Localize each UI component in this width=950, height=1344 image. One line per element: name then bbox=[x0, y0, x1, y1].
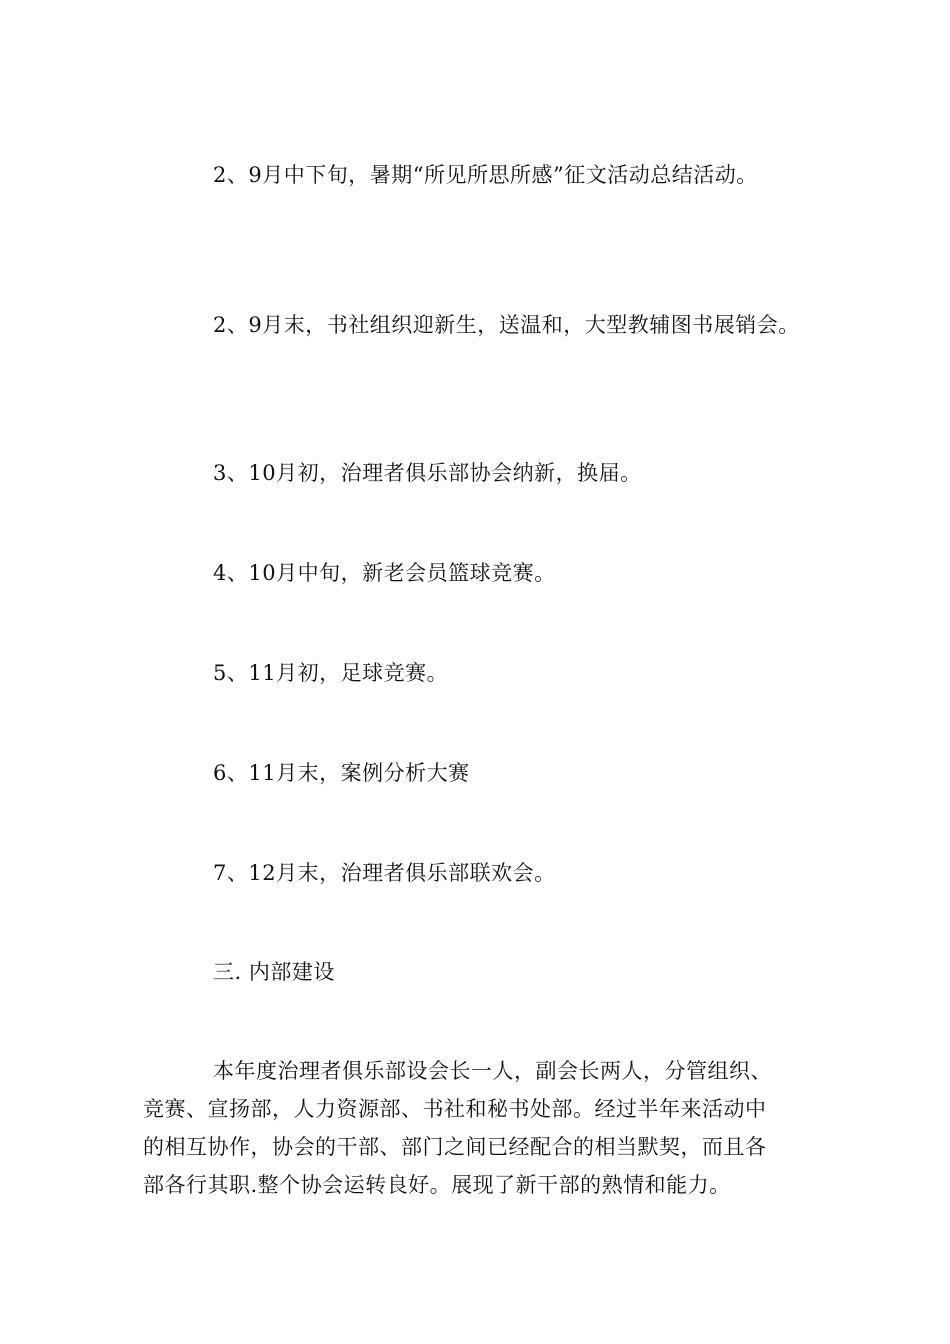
body-paragraph bbox=[143, 1052, 823, 1204]
list-item: 5、11月初，足球竞赛。 bbox=[213, 661, 449, 685]
paragraph-line: 竞赛、宣扬部，人力资源部、书社和秘书处部。经过半年来活动中 bbox=[143, 1097, 767, 1121]
paragraph-line: 本年度治理者俱乐部设会长一人，副会长两人，分管组织、 bbox=[213, 1059, 772, 1083]
paragraph-line: 部各行其职.整个协会运转良好。展现了新干部的熟情和能力。 bbox=[143, 1173, 731, 1197]
list-item: 2、9月中下旬，暑期“所见所思所感”征文活动总结活动。 bbox=[213, 163, 758, 187]
list-item: 3、10月初，治理者俱乐部协会纳新，换届。 bbox=[213, 461, 642, 485]
section-heading: 三. 内部建设 bbox=[213, 960, 335, 984]
list-item: 2、9月末，书社组织迎新生，送温和，大型教辅图书展销会。 bbox=[213, 313, 800, 337]
list-item: 4、10月中旬，新老会员篮球竞赛。 bbox=[213, 561, 556, 585]
list-item: 6、11月末，案例分析大赛 bbox=[213, 761, 470, 785]
paragraph-line: 的相互协作，协会的干部、部门之间已经配合的相当默契，而且各 bbox=[143, 1135, 767, 1159]
list-item: 7、12月末，治理者俱乐部联欢会。 bbox=[213, 861, 556, 885]
